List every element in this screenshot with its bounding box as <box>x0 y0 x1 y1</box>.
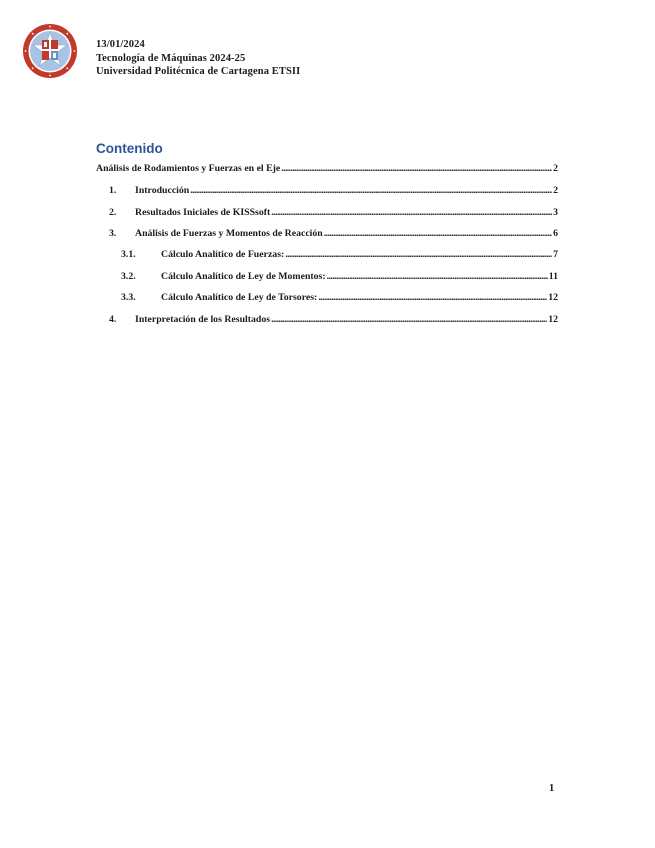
toc-leader-dots <box>271 313 547 326</box>
toc-entry-page: 3 <box>553 207 558 218</box>
document-header <box>96 38 300 79</box>
toc-leader-dots <box>324 227 552 240</box>
toc-entry-number: 3.3. <box>121 292 136 303</box>
toc-entry-page: 6 <box>553 228 558 239</box>
toc-entry-title: Introducción <box>135 185 190 196</box>
toc-entry[interactable] <box>109 206 558 219</box>
toc-leader-dots <box>281 162 552 175</box>
university-seal-icon <box>22 23 78 79</box>
toc-leader-dots <box>271 206 552 219</box>
page-number: 1 <box>549 783 555 794</box>
toc-entry-title: Resultados Iniciales de KISSsoft <box>135 207 271 218</box>
toc-heading: Contenido <box>96 141 163 156</box>
toc-entry-number: 4. <box>109 314 117 325</box>
toc-entry[interactable] <box>109 227 558 240</box>
toc-entry[interactable] <box>96 162 558 175</box>
toc-entry-title: Interpretación de los Resultados <box>135 314 271 325</box>
toc-leader-dots <box>318 291 547 304</box>
toc-entry-number: 1. <box>109 185 117 196</box>
toc-leader-dots <box>327 270 548 283</box>
toc-entry-page: 7 <box>553 249 558 260</box>
toc-entry[interactable] <box>109 184 558 197</box>
toc-entry-number: 3. <box>109 228 117 239</box>
toc-entry-page: 11 <box>548 271 558 282</box>
toc-entry-page: 12 <box>548 292 558 303</box>
header-university: Universidad Politécnica de Cartagena ETSII <box>96 66 301 77</box>
toc-entry-number: 2. <box>109 207 117 218</box>
toc-entry-title: Cálculo Analítico de Ley de Torsores: <box>161 292 318 303</box>
toc-leader-dots <box>285 248 552 261</box>
toc-entry[interactable] <box>121 270 558 283</box>
toc-entry[interactable] <box>121 291 558 304</box>
toc-entry-number: 3.2. <box>121 271 136 282</box>
toc-entry-page: 2 <box>553 185 558 196</box>
header-course: Tecnología de Máquinas 2024-25 <box>96 52 246 64</box>
toc-leader-dots <box>190 184 552 197</box>
toc-entry-title: Análisis de Rodamientos y Fuerzas en el Eje <box>96 163 281 174</box>
toc-entry[interactable] <box>121 248 558 261</box>
header-date: 13/01/2024 <box>96 39 145 50</box>
toc-entry[interactable] <box>109 313 558 326</box>
toc-entry-title: Cálculo Analítico de Fuerzas: <box>161 249 285 260</box>
toc-entry-page: 12 <box>548 314 558 325</box>
toc-entry-title: Cálculo Analítico de Ley de Momentos: <box>161 271 326 282</box>
toc-entry-page: 2 <box>553 163 558 174</box>
toc-entry-title: Análisis de Fuerzas y Momentos de Reacción <box>135 228 323 239</box>
toc-entry-number: 3.1. <box>121 249 136 260</box>
